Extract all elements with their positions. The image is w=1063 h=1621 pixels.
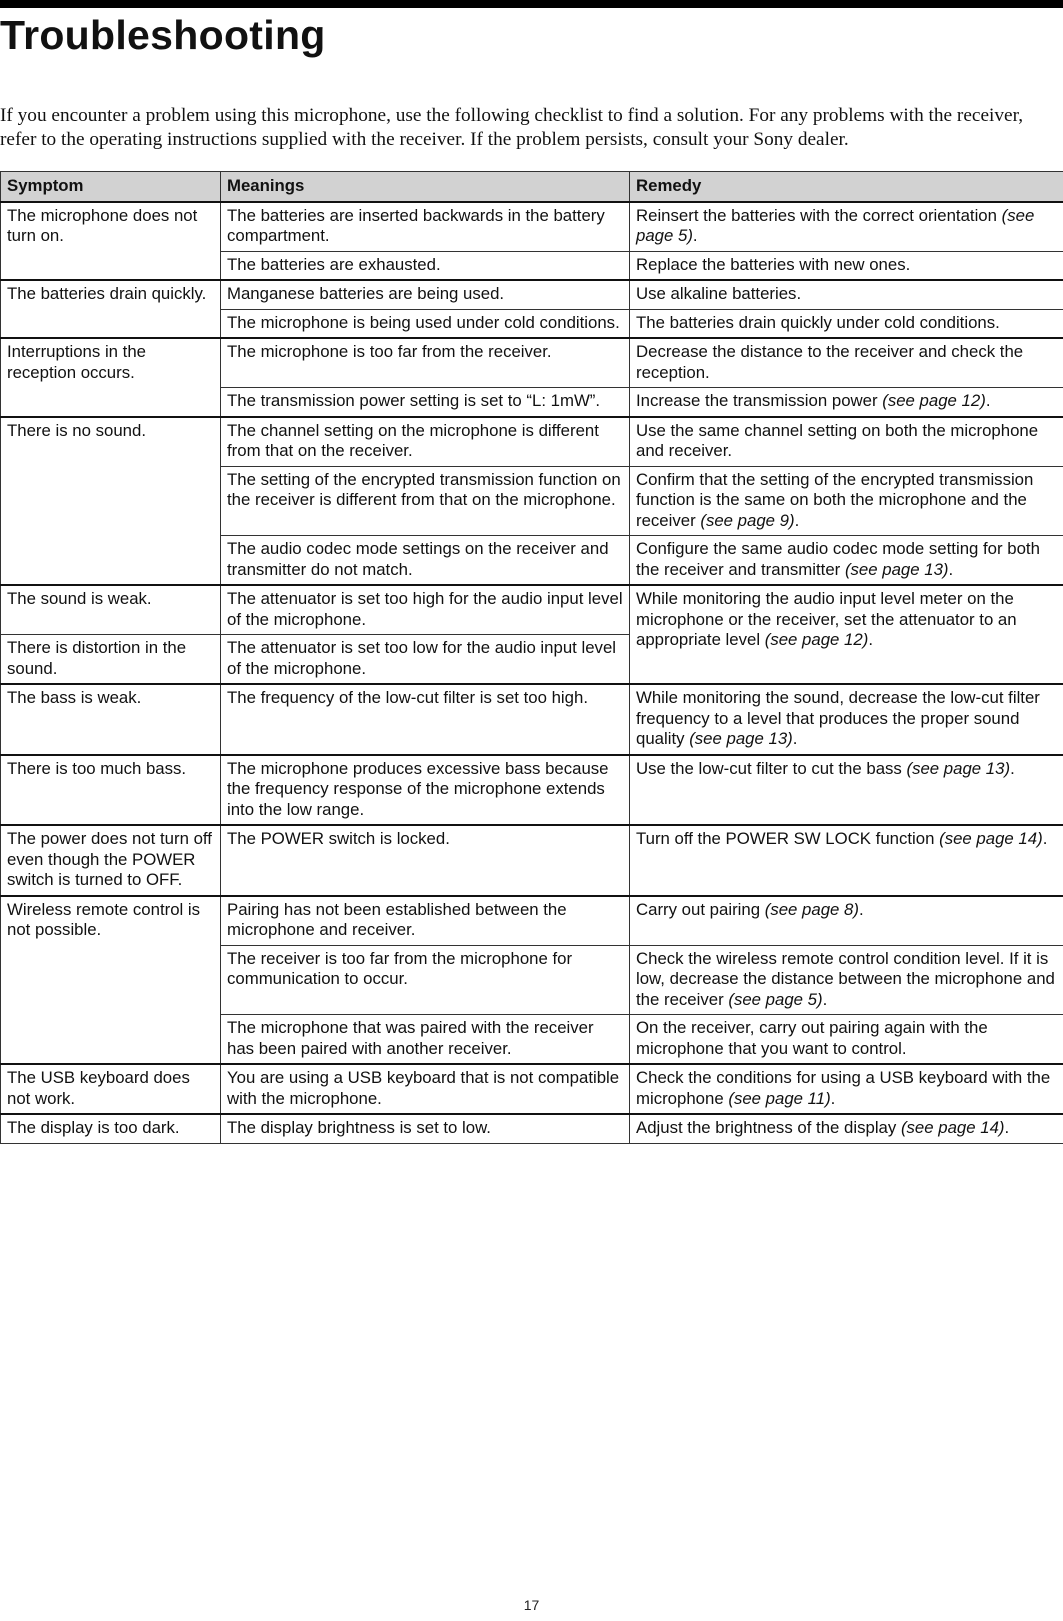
remedy-end: . [1010,758,1015,778]
remedy-end: . [792,729,798,748]
symptom-cell: Wireless remote control is not possible. [1,896,221,1065]
meaning-cell: The display brightness is set to low. [221,1114,630,1143]
remedy-text: Use the low-cut filter to cut the bass [636,758,902,778]
remedy-text: Confirm that the setting of the encrypted transmission function is the same on both the microphone and the receiver [636,469,1034,530]
remedy-text: Turn off the POWER SW LOCK function [636,829,935,848]
meaning-cell: The attenuator is set too high for the audio input level of the microphone. [221,585,630,635]
remedy-text: Carry out pairing [636,899,761,919]
remedy-cell [630,202,1063,252]
remedy-text: While monitoring the audio input level meter on the microphone or the receiver, set the attenuator to an appropriate level [636,589,1017,649]
symptom-cell: The microphone does not turn on. [1,202,221,281]
remedy-text: Check the wireless remote control condition level. If it is low, decrease the distance between the microphone and the receiver [636,948,1055,1009]
symptom-cell: Interruptions in the reception occurs. [1,338,221,417]
remedy-cell [630,684,1063,755]
remedy-cell: The batteries drain quickly under cold conditions. [630,309,1063,338]
header-symptom: Symptom [1,172,221,202]
meaning-cell: The microphone is too far from the receiver. [221,338,630,388]
page-reference: (see page 9) [700,510,795,530]
meaning-cell: The receiver is too far from the microphone for communication to occur. [221,945,630,1015]
table-row [1,755,1063,826]
remedy-cell: Decrease the distance to the receiver and check the reception. [630,338,1063,388]
page-reference: (see page 12) [764,630,869,649]
header-meanings: Meanings [221,172,630,202]
table-row [1,1114,1063,1143]
remedy-end: . [692,226,698,245]
symptom-cell: There is distortion in the sound. [1,635,221,685]
page-reference: (see page 13) [844,559,949,579]
top-rule [0,0,1063,8]
page-reference: (see page 11) [728,1088,831,1108]
page-title: Troubleshooting [0,12,326,58]
troubleshooting-table [0,171,1063,1144]
symptom-cell: The bass is weak. [1,684,221,755]
table-row [1,825,1063,896]
remedy-end: . [948,559,954,579]
intro-paragraph: If you encounter a problem using this microphone, use the following checklist to find a solution. For any problems with the receiver, refer to the operating instructions supplied with the receiver. If the problem persists, consult your Sony dealer. [0,105,1024,150]
remedy-end: . [1004,1118,1010,1137]
meaning-cell: The attenuator is set too low for the audio input level of the microphone. [221,635,630,685]
remedy-cell [630,536,1063,586]
remedy-text: Adjust the brightness of the display [636,1118,897,1137]
remedy-text: Check the conditions for using a USB keyboard with the microphone [636,1068,1051,1108]
remedy-cell [630,585,1063,684]
page-reference: (see page 8) [764,899,859,919]
meaning-cell: The setting of the encrypted transmission function on the receiver is different from that on the microphone. [221,466,630,536]
remedy-end: . [985,391,991,410]
meaning-cell: The transmission power setting is set to “L: 1mW”. [221,388,630,417]
table-row [1,280,1063,309]
meaning-cell: Pairing has not been established between the microphone and receiver. [221,896,630,946]
remedy-end: . [868,630,873,649]
page-reference: (see page 12) [882,391,986,410]
remedy-cell [630,1114,1063,1143]
remedy-cell: Use alkaline batteries. [630,280,1063,309]
page-reference: (see page 5) [636,205,1035,245]
meaning-cell: The channel setting on the microphone is different from that on the receiver. [221,417,630,467]
remedy-cell [630,388,1063,417]
symptom-cell: The sound is weak. [1,585,221,635]
table-row [1,338,1063,388]
symptom-cell: There is no sound. [1,417,221,586]
page-reference: (see page 13) [906,758,1011,778]
remedy-end: . [794,510,800,530]
remedy-text: While monitoring the sound, decrease the low-cut filter frequency to a level that produces the proper sound quality [636,688,1040,748]
meaning-cell: The batteries are inserted backwards in the battery compartment. [221,202,630,252]
meaning-cell: The audio codec mode settings on the receiver and transmitter do not match. [221,536,630,586]
table-row [1,585,1063,635]
meaning-cell: The frequency of the low-cut filter is set too high. [221,684,630,755]
meaning-cell: The microphone is being used under cold conditions. [221,309,630,338]
meaning-cell: The microphone that was paired with the receiver has been paired with another receiver. [221,1015,630,1065]
symptom-cell: The power does not turn off even though the POWER switch is turned to OFF. [1,825,221,896]
page-reference: (see page 14) [939,829,1043,848]
symptom-cell: The display is too dark. [1,1114,221,1143]
remedy-cell [630,945,1063,1015]
remedy-cell [630,896,1063,946]
meaning-cell: Manganese batteries are being used. [221,280,630,309]
remedy-end: . [822,989,828,1009]
symptom-cell: The USB keyboard does not work. [1,1064,221,1114]
page-reference: (see page 13) [689,729,793,748]
symptom-cell: There is too much bass. [1,755,221,826]
table-row [1,896,1063,946]
remedy-text: Configure the same audio codec mode setting for both the receiver and transmitter [636,539,1040,579]
page-number: 17 [523,1597,540,1613]
remedy-cell: On the receiver, carry out pairing again with the microphone that you want to control. [630,1015,1063,1065]
remedy-text: Increase the transmission power [636,391,878,410]
meaning-cell: The batteries are exhausted. [221,251,630,280]
remedy-cell [630,825,1063,896]
symptom-cell: The batteries drain quickly. [1,280,221,338]
remedy-cell [630,755,1063,826]
table-row [1,417,1063,467]
page-reference: (see page 5) [728,989,823,1009]
page-reference: (see page 14) [900,1118,1005,1137]
header-remedy: Remedy [630,172,1063,202]
remedy-end: . [1042,829,1048,848]
table-row [1,1064,1063,1114]
remedy-cell [630,466,1063,536]
remedy-cell [630,1064,1063,1114]
table-header-row [1,172,1063,202]
meaning-cell: You are using a USB keyboard that is not compatible with the microphone. [221,1064,630,1114]
remedy-cell: Use the same channel setting on both the microphone and receiver. [630,417,1063,467]
table-row [1,202,1063,252]
meaning-cell: The microphone produces excessive bass because the frequency response of the microphone extends into the low range. [221,755,630,826]
remedy-end: . [830,1088,836,1108]
remedy-cell: Replace the batteries with new ones. [630,251,1063,280]
meaning-cell: The POWER switch is locked. [221,825,630,896]
table-row [1,684,1063,755]
remedy-end: . [858,899,864,919]
remedy-text: Reinsert the batteries with the correct orientation [636,205,997,225]
